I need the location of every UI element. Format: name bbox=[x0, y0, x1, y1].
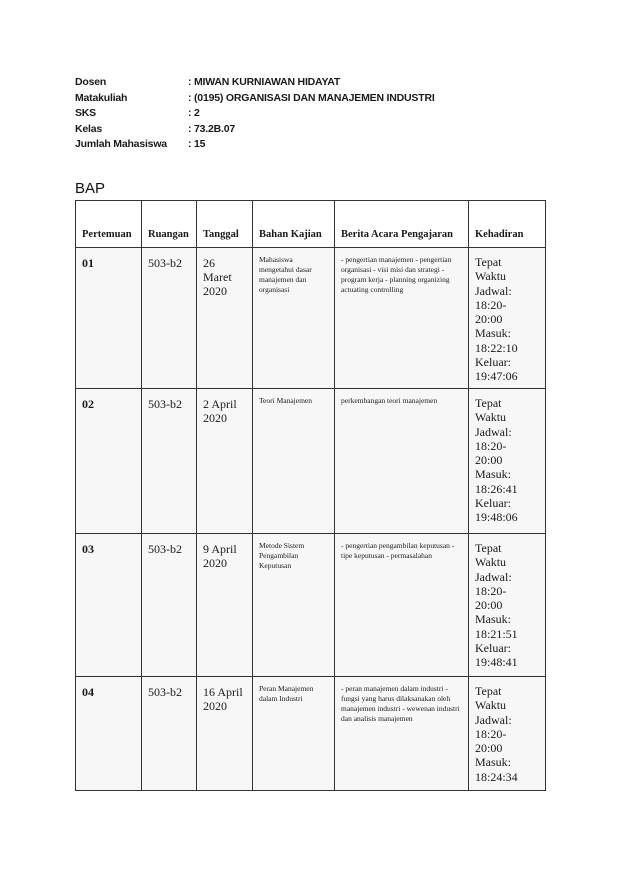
kehadiran-line: 18:26:41 bbox=[475, 481, 518, 496]
kehadiran-line: 20:00 bbox=[475, 453, 503, 468]
kehadiran-line: Tepat bbox=[475, 684, 502, 698]
info-row-matakuliah bbox=[75, 91, 435, 107]
info-label: Dosen bbox=[75, 76, 107, 88]
kehadiran-line: Waktu bbox=[475, 555, 507, 570]
section-title: BAP bbox=[75, 180, 106, 197]
kehadiran-line: Keluar: bbox=[475, 355, 511, 370]
bap-table bbox=[75, 200, 546, 791]
cell-pertemuan: 02 bbox=[76, 389, 142, 534]
kehadiran-line: Waktu bbox=[475, 698, 507, 713]
info-value: : (0195) ORGANISASI DAN MANAJEMEN INDUSTRI bbox=[188, 91, 435, 104]
kehadiran-line: Keluar: bbox=[475, 641, 511, 656]
kehadiran-line: Masuk: bbox=[475, 326, 511, 341]
info-value: : 2 bbox=[188, 107, 200, 119]
header-berita-acara: Berita Acara Pengajaran bbox=[335, 201, 469, 248]
kehadiran-line: 18:20- bbox=[475, 583, 507, 598]
table-row bbox=[76, 389, 546, 534]
kehadiran-line: 19:47:06 bbox=[475, 369, 518, 384]
info-label: Matakuliah bbox=[75, 91, 128, 104]
table-row bbox=[76, 534, 546, 677]
kehadiran-line: Jadwal: bbox=[475, 569, 512, 584]
info-label: SKS bbox=[75, 107, 96, 119]
kehadiran-line: Jadwal: bbox=[475, 712, 512, 727]
cell-bahan-kajian: Mahasiswa mengetahui dasar manajemen dan organisasi bbox=[253, 248, 335, 389]
header-bahan-kajian: Bahan Kajian bbox=[253, 201, 335, 248]
header-kehadiran: Kehadiran bbox=[469, 201, 546, 248]
info-row-dosen bbox=[75, 75, 435, 91]
cell-berita-acara: - pengertian manajemen - pengertian organisasi - visi misi dan strategi - program kerja - planning organizing actuating controlling bbox=[335, 248, 469, 389]
cell-bahan-kajian: Teori Manajemen bbox=[253, 389, 335, 534]
info-value: : MIWAN KURNIAWAN HIDAYAT bbox=[188, 76, 341, 88]
cell-ruangan: 503-b2 bbox=[142, 389, 197, 534]
header-ruangan: Ruangan bbox=[142, 201, 197, 248]
cell-ruangan: 503-b2 bbox=[142, 248, 197, 389]
kehadiran-line: Masuk: bbox=[475, 467, 511, 482]
cell-tanggal: 2 April 2020 bbox=[197, 389, 253, 534]
kehadiran-line: 19:48:06 bbox=[475, 510, 518, 525]
kehadiran-line: 18:24:34 bbox=[475, 769, 518, 784]
kehadiran-line: 19:48:41 bbox=[475, 655, 518, 670]
kehadiran-line: 20:00 bbox=[475, 741, 503, 756]
kehadiran-line: Jadwal: bbox=[475, 283, 512, 298]
kehadiran-line: 18:20- bbox=[475, 297, 507, 312]
cell-kehadiran bbox=[469, 534, 546, 677]
cell-bahan-kajian: Peran Manajemen dalam Industri bbox=[253, 677, 335, 791]
info-row-sks bbox=[75, 106, 435, 122]
kehadiran-line: Waktu bbox=[475, 269, 507, 284]
kehadiran-line: 18:20- bbox=[475, 726, 507, 741]
cell-kehadiran bbox=[469, 248, 546, 389]
table-row bbox=[76, 677, 546, 791]
cell-tanggal: 16 April 2020 bbox=[197, 677, 253, 791]
cell-kehadiran bbox=[469, 389, 546, 534]
header-tanggal: Tanggal bbox=[197, 201, 253, 248]
kehadiran-line: 18:22:10 bbox=[475, 340, 518, 355]
info-row-jumlah-mahasiswa bbox=[75, 137, 435, 153]
table-row bbox=[76, 248, 546, 389]
cell-berita-acara: - pengertian pengambilan keputusan - tipe keputusan - permasalahan bbox=[335, 534, 469, 677]
kehadiran-line: Keluar: bbox=[475, 496, 511, 511]
kehadiran-line: Masuk: bbox=[475, 755, 511, 770]
table-header-row bbox=[76, 201, 546, 248]
kehadiran-line: 18:20- bbox=[475, 438, 507, 453]
cell-berita-acara: perkembangan teori manajemen bbox=[335, 389, 469, 534]
cell-ruangan: 503-b2 bbox=[142, 677, 197, 791]
info-row-kelas bbox=[75, 122, 435, 138]
info-label: Jumlah Mahasiswa bbox=[75, 138, 167, 150]
cell-pertemuan: 04 bbox=[76, 677, 142, 791]
cell-kehadiran bbox=[469, 677, 546, 791]
cell-tanggal: 9 April 2020 bbox=[197, 534, 253, 677]
info-value: : 73.2B.07 bbox=[188, 122, 236, 135]
kehadiran-line: 18:21:51 bbox=[475, 626, 518, 641]
kehadiran-line: Tepat bbox=[475, 541, 502, 555]
cell-berita-acara: - peran manajemen dalam industri - fungsi yang harus dilaksanakan oleh manajemen industri - wewenan industri dan analisis manajemen bbox=[335, 677, 469, 791]
kehadiran-line: Waktu bbox=[475, 410, 507, 425]
cell-pertemuan: 03 bbox=[76, 534, 142, 677]
cell-tanggal: 26 Maret 2020 bbox=[197, 248, 253, 389]
kehadiran-line: 20:00 bbox=[475, 312, 503, 327]
cell-pertemuan: 01 bbox=[76, 248, 142, 389]
info-value: : 15 bbox=[188, 138, 206, 150]
cell-bahan-kajian: Metode Sistem Pengambilan Keputusan bbox=[253, 534, 335, 677]
course-info bbox=[75, 75, 435, 153]
kehadiran-line: Jadwal: bbox=[475, 424, 512, 439]
kehadiran-line: Masuk: bbox=[475, 612, 511, 627]
kehadiran-line: 20:00 bbox=[475, 598, 503, 613]
header-pertemuan: Pertemuan bbox=[76, 201, 142, 248]
kehadiran-line: Tepat bbox=[475, 255, 502, 269]
kehadiran-line: Tepat bbox=[475, 396, 502, 410]
info-label: Kelas bbox=[75, 122, 103, 135]
cell-ruangan: 503-b2 bbox=[142, 534, 197, 677]
